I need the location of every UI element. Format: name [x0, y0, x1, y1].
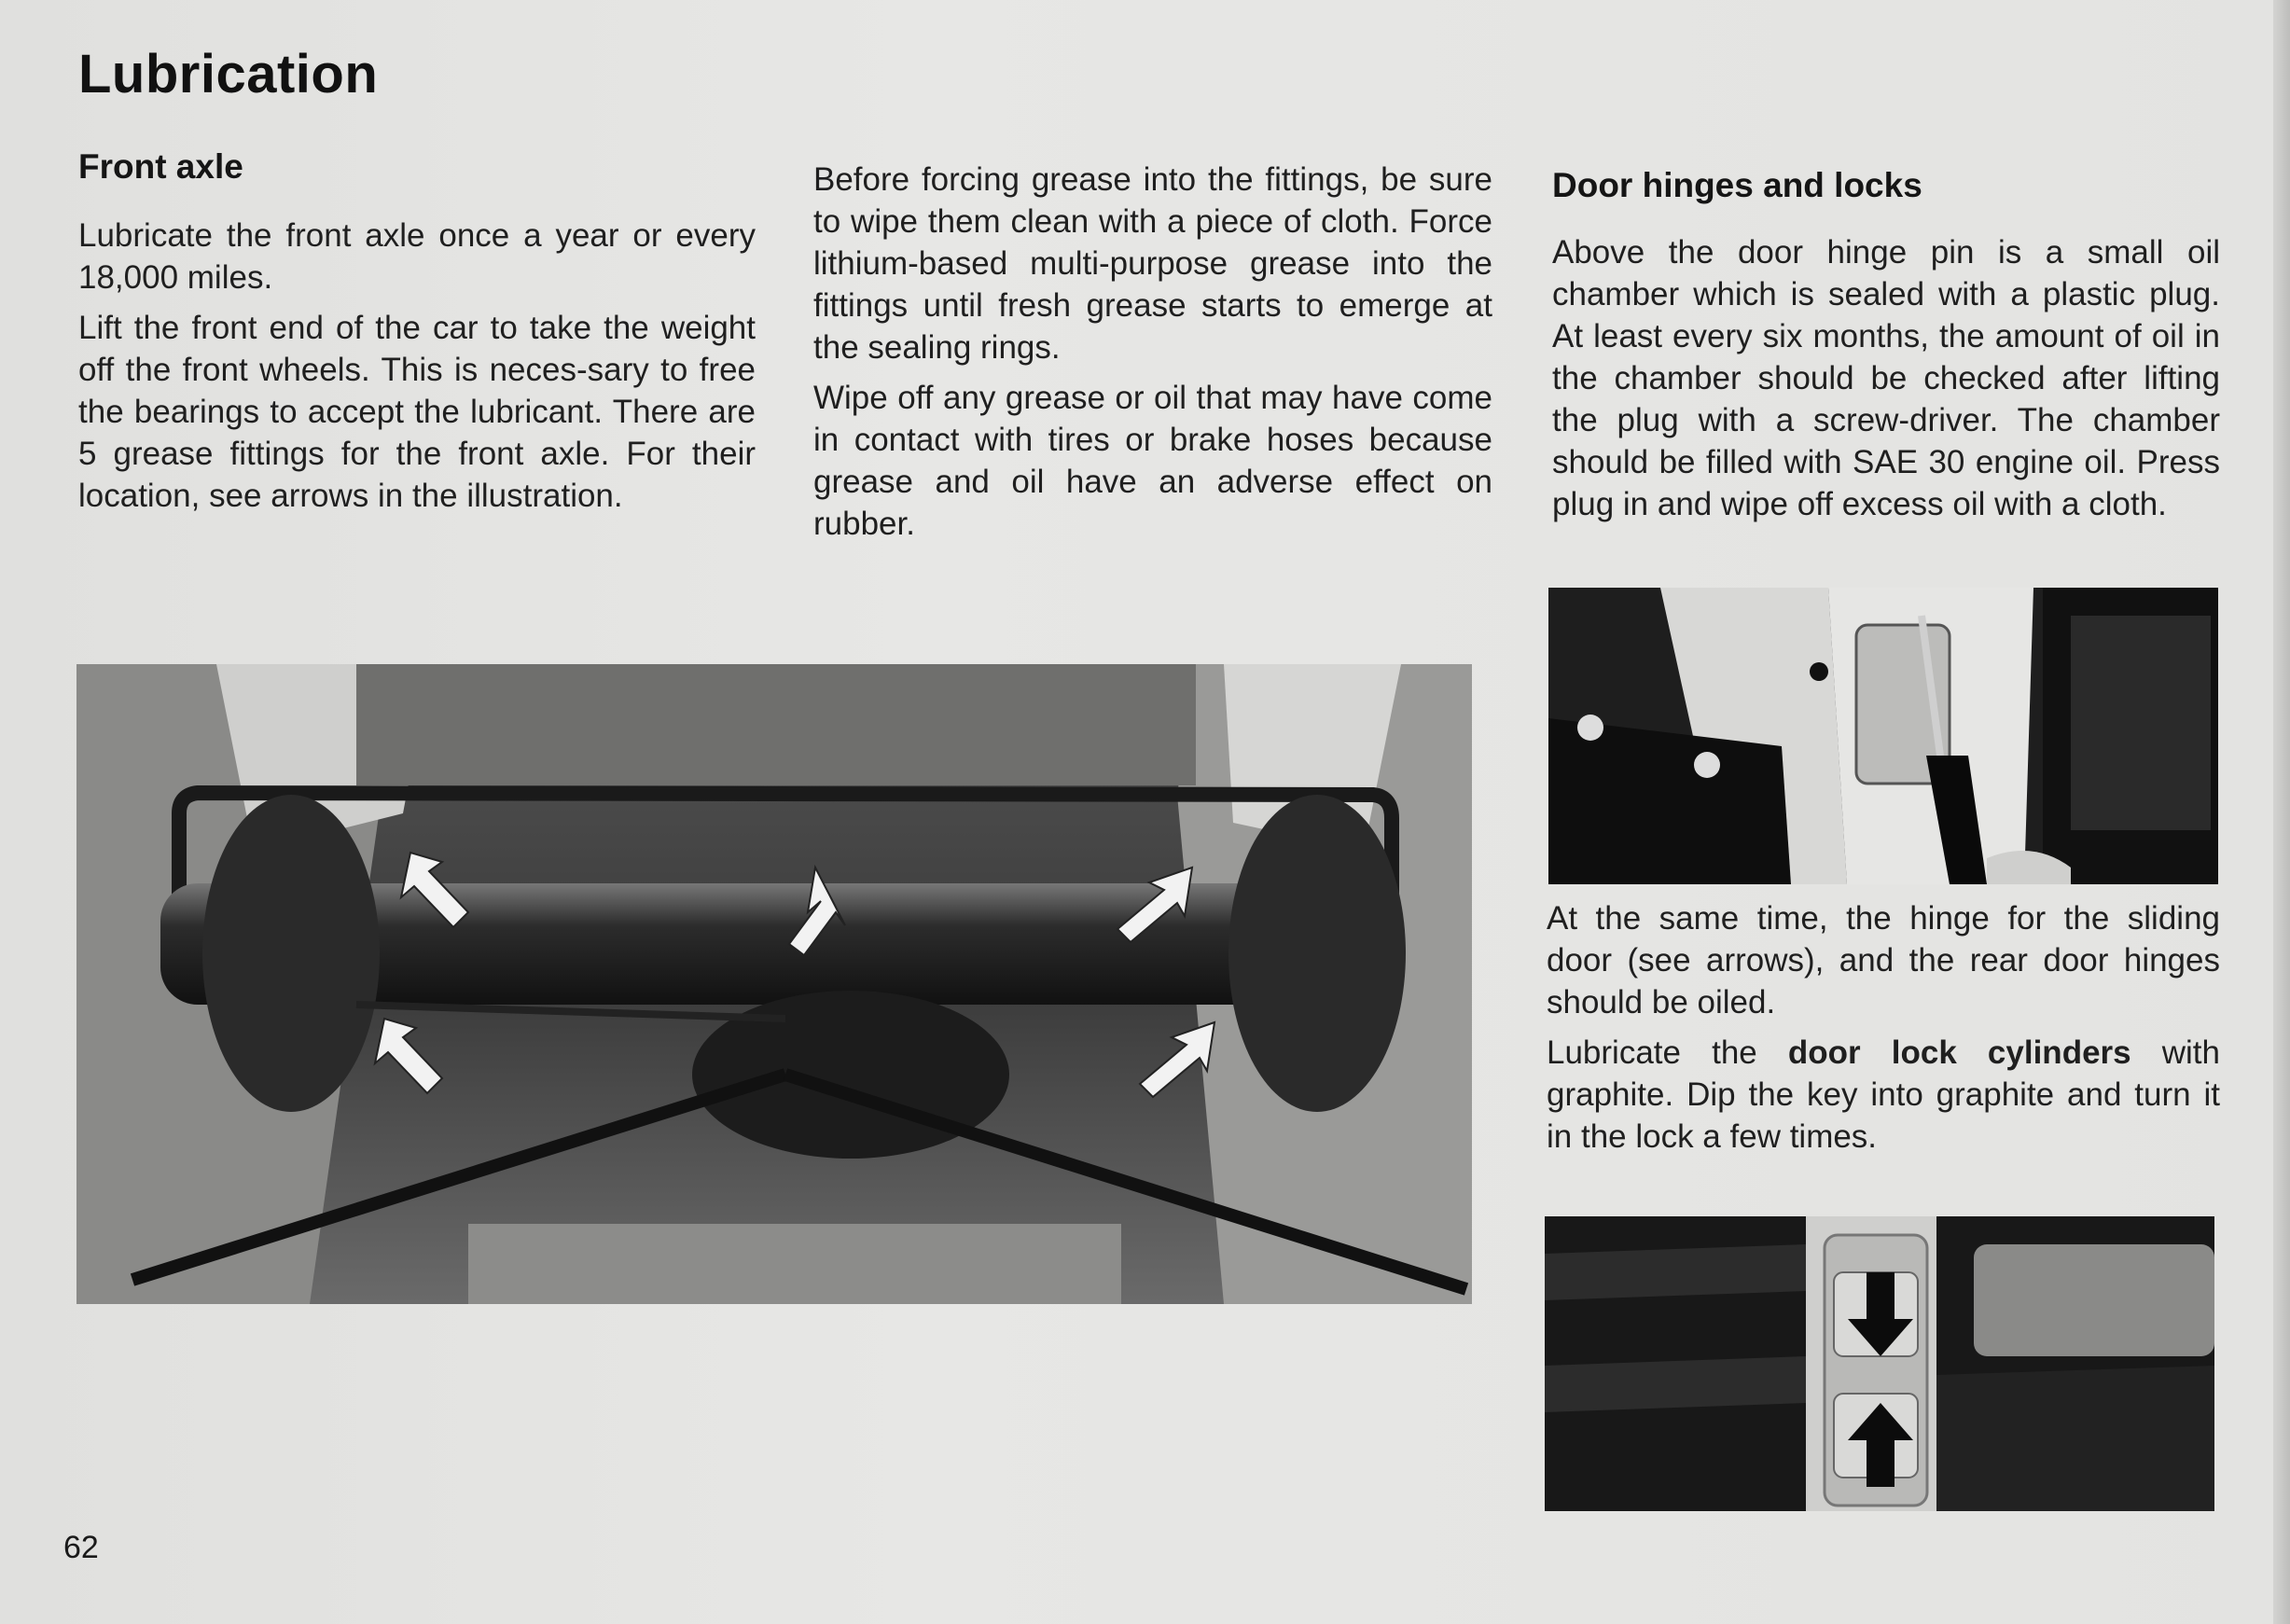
door-hinges-paragraph-2: At the same time, the hinge for the sliding door (see arrows), and the rear door hinges should be oiled.	[1547, 900, 2220, 1020]
door-hinges-heading: Door hinges and locks	[1552, 166, 1922, 204]
front-axle-paragraph-1: Lubricate the front axle once a year or every 18,000 miles.	[78, 217, 756, 296]
door-hinge-screwdriver-photo	[1548, 588, 2218, 884]
door-lock-paragraph	[1547, 1032, 2220, 1158]
grease-paragraph-2: Wipe off any grease or oil that may have come in contact with tires or brake hoses because grease and oil have an adverse effect on rubber.	[813, 380, 1492, 542]
front-axle-text	[78, 215, 756, 525]
sliding-door-hinge-photo	[1545, 1216, 2214, 1511]
door-hinges-paragraph-1: Above the door hinge pin is a small oil chamber which is sealed with a plastic plug. At least every six months, the amount of oil in the chamber should be checked after lifting the plug with a screw-driver. The chamber should be filled with SAE 30 engine oil. Press plug in and wipe off excess oil with a cloth.	[1552, 234, 2220, 522]
front-axle-paragraph-2: Lift the front end of the car to take the weight off the front wheels. This is neces-sary to free the bearings to accept the lubricant. There are 5 grease fittings for the front axle. For their location, see arrows in the illustration.	[78, 310, 756, 514]
front-axle-heading: Front axle	[78, 147, 243, 186]
door-lock-text-end: with graphite. Dip the key into graphite and turn it in the lock a few times.	[1547, 1034, 2220, 1155]
grease-text	[813, 159, 1492, 553]
page-title: Lubrication	[78, 44, 379, 104]
door-lock-cylinders-bold: door lock cylinders	[1787, 1034, 2131, 1071]
page-edge	[2273, 0, 2290, 1624]
page-number: 62	[63, 1530, 99, 1565]
door-hinges-text	[1552, 231, 2220, 534]
door-hinges-text-2	[1547, 897, 2220, 1166]
grease-paragraph-1: Before forcing grease into the fittings, be sure to wipe them clean with a piece of cloth. Force lithium-based multi-purpose grease into the fittings until fresh grease starts to emerge at the sealing rings.	[813, 161, 1492, 366]
front-axle-photo	[76, 664, 1472, 1304]
door-lock-text-start: Lubricate the	[1547, 1034, 1788, 1071]
